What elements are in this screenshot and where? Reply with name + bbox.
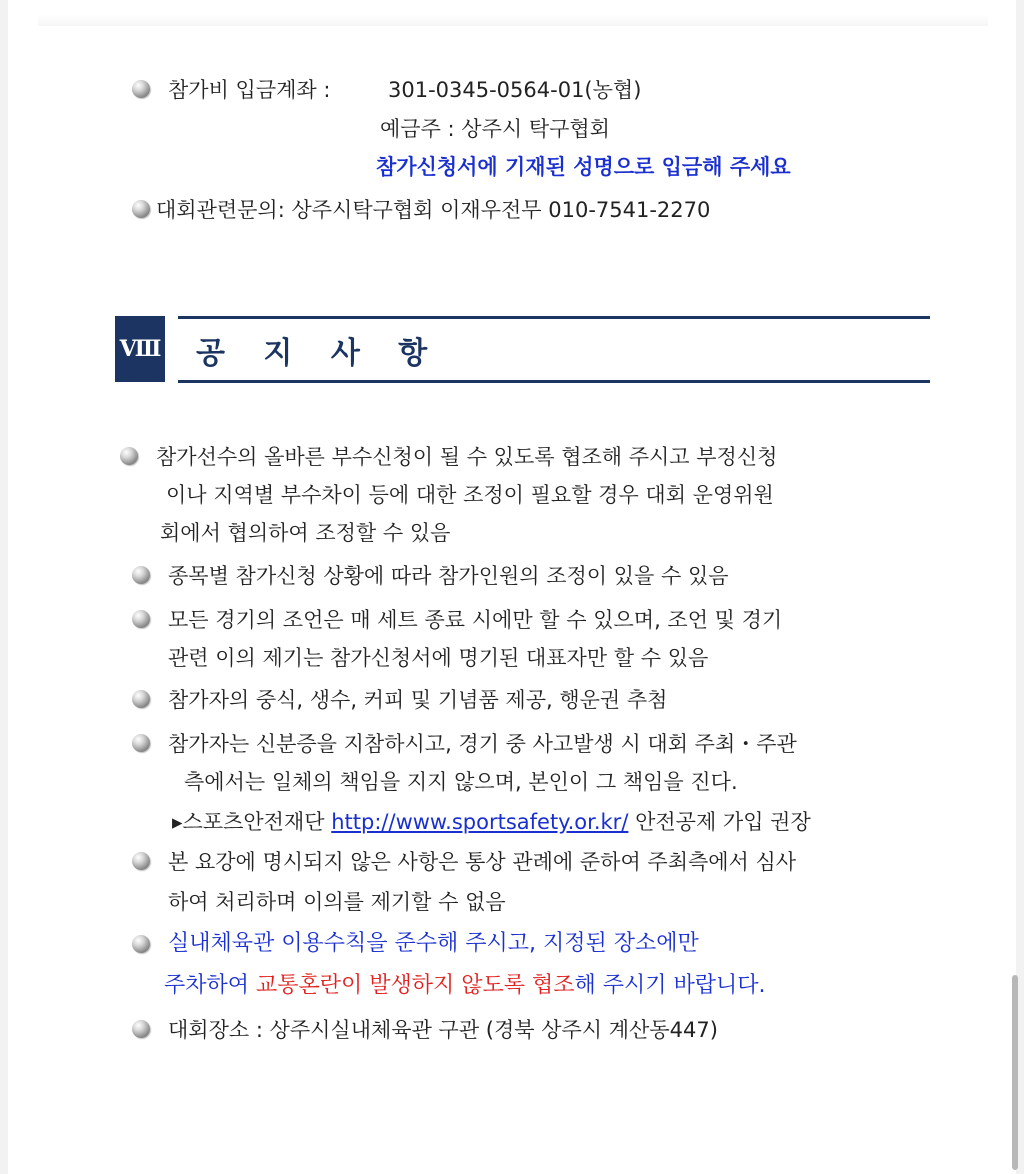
bullet-icon (132, 610, 150, 628)
notice-7-part-a: 주차하여 (164, 973, 250, 998)
section-top-rule (178, 316, 930, 319)
bullet-icon (132, 852, 150, 870)
fee-holder: 예금주 : 상주시 탁구협회 (380, 117, 610, 141)
document-page (8, 0, 1016, 1174)
notice-6-line-1: 본 요강에 명시되지 않은 사항은 통상 관례에 준하여 주최측에서 심사 (168, 850, 797, 874)
notice-1-line-1: 참가선수의 올바른 부수신청이 될 수 있도록 협조해 주시고 부정신청 (156, 445, 778, 469)
bullet-icon (132, 1020, 150, 1038)
sportsafety-link[interactable]: http://www.sportsafety.or.kr/ (331, 810, 629, 834)
notice-5-line-3 (172, 808, 811, 836)
notice-3-line-1: 모든 경기의 조언은 매 세트 종료 시에만 할 수 있으며, 조언 및 경기 (168, 608, 783, 632)
safety-insurance-note: 안전공제 가입 권장 (635, 810, 811, 834)
section-bottom-rule (178, 380, 930, 383)
fee-label: 참가비 입금계좌 : (168, 78, 331, 102)
notice-1-line-2: 이나 지역별 부수차이 등에 대한 조정이 필요할 경우 대회 운영위원 (166, 483, 774, 507)
bullet-icon (132, 80, 150, 98)
notice-1-line-3: 회에서 협의하여 조정할 수 있음 (160, 521, 451, 545)
section-number-badge: Ⅷ (115, 316, 165, 382)
notice-7-part-c: 해 주시기 바랍니다. (574, 973, 766, 998)
notice-8: 대회장소 : 상주시실내체육관 구관 (경북 상주시 계산동447) (168, 1018, 718, 1042)
fee-note: 참가신청서에 기재된 성명으로 입금해 주세요 (376, 155, 791, 179)
bullet-icon (132, 734, 150, 752)
notice-4: 참가자의 중식, 생수, 커피 및 기념품 제공, 행운권 추첨 (168, 688, 668, 712)
notice-5-line-2: 측에서는 일체의 책임을 지지 않으며, 본인이 그 책임을 진다. (184, 770, 738, 794)
notice-7-part-b: 교통혼란이 발생하지 않도록 협조 (256, 973, 575, 998)
section-title: 공 지 사 항 (196, 336, 442, 371)
inquiry-text: 대회관련문의: 상주시탁구협회 이재우전무 010-7541-2270 (156, 198, 711, 222)
bullet-icon (132, 200, 150, 218)
notice-5-line-1: 참가자는 신분증을 지참하시고, 경기 중 사고발생 시 대회 주최・주관 (168, 732, 797, 756)
bullet-icon (132, 935, 150, 953)
fee-account: 301-0345-0564-01(농협) (388, 78, 642, 102)
bullet-icon (132, 690, 150, 708)
notice-2: 종목별 참가신청 상황에 따라 참가인원의 조정이 있을 수 있음 (168, 564, 729, 588)
notice-3-line-2: 관련 이의 제기는 참가신청서에 명기된 대표자만 할 수 있음 (168, 646, 709, 670)
page-top-edge (38, 14, 988, 26)
bullet-icon (120, 447, 138, 465)
bullet-icon (132, 566, 150, 584)
notice-6-line-2: 하여 처리하며 이의를 제기할 수 없음 (168, 890, 506, 914)
notice-7-line-1: 실내체육관 이용수칙을 준수해 주시고, 지정된 장소에만 (168, 931, 699, 956)
notice-7-line-2 (164, 972, 766, 1000)
scrollbar[interactable] (1012, 975, 1018, 1170)
safety-foundation-label: ▸스포츠안전재단 (172, 810, 325, 834)
